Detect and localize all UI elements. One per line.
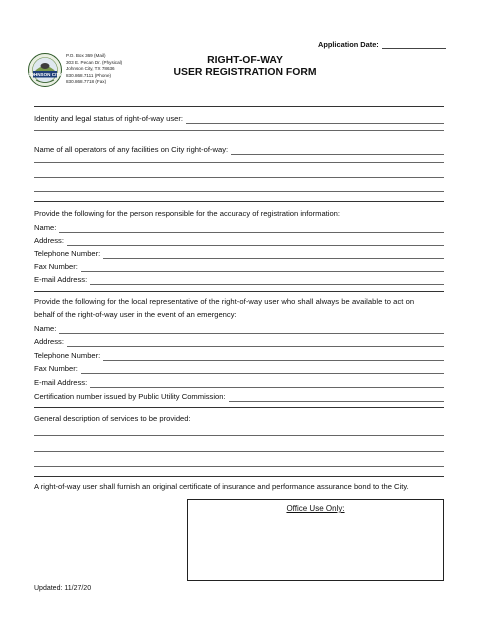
insurance-statement: A right-of-way user shall furnish an original certificate of insurance and performance assurance bond to the City. <box>34 482 409 491</box>
name-field[interactable] <box>59 325 444 334</box>
address-label: Address: <box>34 337 64 346</box>
address-line: 830.868.7111 (Phone) <box>66 72 112 78</box>
responsible-address-row[interactable] <box>34 235 444 246</box>
address-line: Johnson City, TX 78636 <box>66 66 115 72</box>
section-divider <box>34 407 444 408</box>
blank-line[interactable] <box>34 177 444 178</box>
email-field[interactable] <box>90 379 444 388</box>
representative-fax-row[interactable] <box>34 363 444 374</box>
section-divider <box>34 291 444 292</box>
certification-label: Certification number issued by Public Utility Commission: <box>34 392 226 401</box>
identity-row[interactable] <box>34 113 444 124</box>
logo-text: JOHNSON CITY <box>28 72 62 77</box>
representative-telephone-row[interactable] <box>34 350 444 361</box>
blank-line[interactable] <box>34 162 444 163</box>
operators-row[interactable] <box>34 144 444 155</box>
services-label: General description of services to be provided: <box>34 414 191 423</box>
address-line: 830.868.7718 (Fax) <box>66 79 107 85</box>
name-label: Name: <box>34 324 57 333</box>
representative-address-row[interactable] <box>34 336 444 347</box>
office-use-label: Office Use Only: <box>286 504 345 513</box>
certification-field[interactable] <box>229 393 444 402</box>
identity-field[interactable] <box>186 115 444 124</box>
application-date-field[interactable] <box>382 40 446 49</box>
address-field[interactable] <box>67 338 444 347</box>
representative-email-row[interactable] <box>34 377 444 388</box>
section3-intro-line1: Provide the following for the local representative of the right-of-way user who shall always be available to act on <box>34 297 415 306</box>
name-field[interactable] <box>59 224 444 233</box>
blank-line[interactable] <box>34 466 444 467</box>
operators-label: Name of all operators of any facilities on City right-of-way: <box>34 145 229 154</box>
title-line-2: USER REGISTRATION FORM <box>173 67 317 78</box>
email-label: E-mail Address: <box>34 275 88 284</box>
operators-field[interactable] <box>231 146 444 155</box>
telephone-label: Telephone Number: <box>34 249 101 258</box>
city-seal-logo <box>28 52 62 88</box>
address-line: 303 E. Pecan Dr. (Physical) <box>66 59 123 65</box>
certification-row[interactable] <box>34 391 444 402</box>
fax-label: Fax Number: <box>34 364 78 373</box>
identity-label: Identity and legal status of right-of-way user: <box>34 114 183 123</box>
responsible-telephone-row[interactable] <box>34 248 444 259</box>
application-date-label: Application Date: <box>318 40 379 49</box>
email-label: E-mail Address: <box>34 378 88 387</box>
responsible-fax-row[interactable] <box>34 261 444 272</box>
address-field[interactable] <box>67 237 444 246</box>
section3-intro-line2: behalf of the right-of-way user in the event of an emergency: <box>34 310 237 319</box>
fax-field[interactable] <box>81 365 444 374</box>
blank-line[interactable] <box>34 191 444 192</box>
responsible-email-row[interactable] <box>34 274 444 285</box>
fax-label: Fax Number: <box>34 262 78 271</box>
name-label: Name: <box>34 223 57 232</box>
telephone-field[interactable] <box>103 250 444 259</box>
section2-intro: Provide the following for the person responsible for the accuracy of registration information: <box>34 209 341 218</box>
section-divider <box>34 106 444 107</box>
updated-date: Updated: 11/27/20 <box>34 585 92 592</box>
address-label: Address: <box>34 236 64 245</box>
blank-line[interactable] <box>34 435 444 436</box>
representative-name-row[interactable] <box>34 323 444 334</box>
telephone-label: Telephone Number: <box>34 351 101 360</box>
section-divider <box>34 201 444 202</box>
telephone-field[interactable] <box>103 352 444 361</box>
responsible-name-row[interactable] <box>34 222 444 233</box>
blank-line[interactable] <box>34 130 444 131</box>
section-divider <box>34 476 444 477</box>
office-use-box <box>187 499 444 581</box>
address-line: P.O. Box 369 (Mail) <box>66 53 106 58</box>
fax-field[interactable] <box>81 263 444 272</box>
email-field[interactable] <box>90 276 444 285</box>
blank-line[interactable] <box>34 451 444 452</box>
title-line-1: RIGHT-OF-WAY <box>207 55 283 66</box>
form-title <box>150 55 340 79</box>
address-block <box>66 53 122 86</box>
